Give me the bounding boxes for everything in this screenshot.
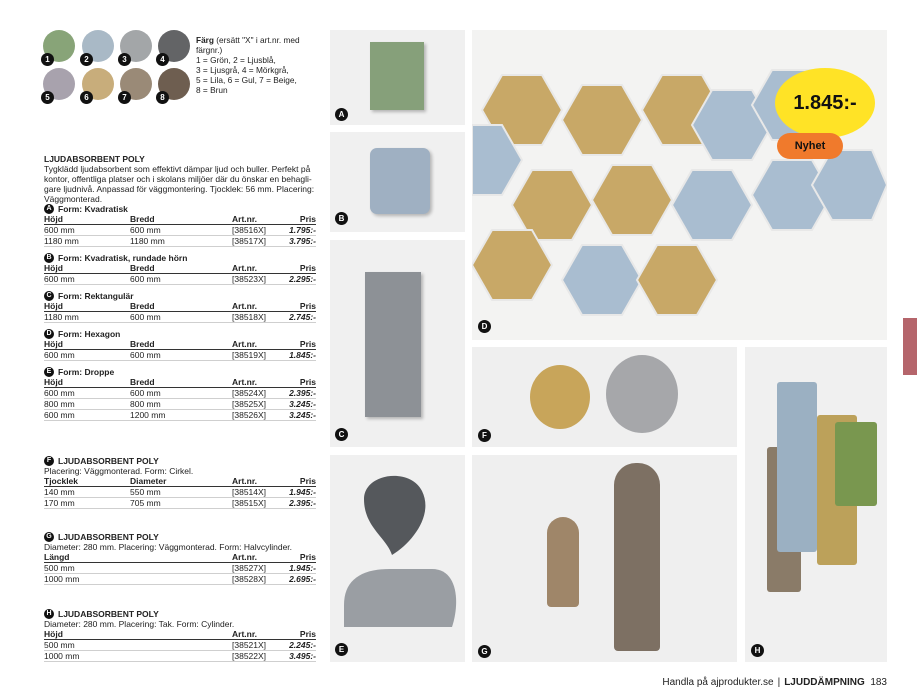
form-letter: D — [44, 329, 54, 339]
section-description: Diameter: 280 mm. Placering: Väggmonterad. Form: Halvcylinder. — [44, 542, 293, 552]
form-letter: H — [44, 609, 54, 619]
table-row: 1000 mm [38528X] 2.695:- — [44, 574, 316, 584]
swatch-green: 1 — [43, 30, 75, 62]
table-row: 600 mm 600 mm [38523X] 2.295:- — [44, 274, 316, 284]
page-footer: Handla på ajprodukter.se | LJUDDÄMPNING 183 — [662, 677, 887, 688]
swatch-beige: 7 — [120, 68, 152, 100]
form-a-heading: A Form: Kvadratisk — [44, 204, 316, 214]
form-d-table: Höjd Bredd Art.nr. Pris 600 mm 600 mm [38519X] 1.845:- — [44, 339, 316, 360]
image-label-h: H — [751, 644, 764, 657]
hexagon — [672, 170, 752, 240]
hexagon — [562, 85, 642, 155]
image-label-d: D — [478, 320, 491, 333]
table-row: 1000 mm [38522X] 3.495:- — [44, 651, 316, 661]
form-letter: A — [44, 204, 54, 214]
image-label-f: F — [478, 429, 491, 442]
grey-drop-shape — [344, 569, 456, 627]
grey-panel — [365, 272, 421, 417]
new-tag: Nyhet — [777, 133, 843, 159]
table-row: 1180 mm 1180 mm [38517X] 3.795:- — [44, 236, 316, 246]
chapter-tab — [903, 318, 917, 375]
green-cylinder — [835, 422, 877, 506]
description-line: gare ljudnivå. Anpassad för väggmontering. Tjocklek: 56 mm. Placering: — [44, 184, 315, 194]
form-b-heading: B Form: Kvadratisk, rundade hörn — [44, 253, 316, 263]
footer-site: Handla på ajprodukter.se — [662, 677, 774, 688]
description-line: Tygklädd ljudabsorbent som effektivt dämpar ljud och buller. Perfekt på — [44, 164, 311, 174]
footer-section: LJUDDÄMPNING — [784, 677, 865, 688]
section-description: Placering: Väggmonterad. Form: Cirkel. — [44, 466, 194, 476]
section-h — [44, 609, 316, 662]
yellow-circle-panel — [530, 365, 590, 429]
swatch-light-grey: 3 — [120, 30, 152, 62]
section-h-table: Höjd Art.nr. Pris 500 mm [38521X] 2.245:- 1000 mm [38522X] 3.495:- — [44, 629, 316, 661]
form-letter: E — [44, 367, 54, 377]
table-row: 600 mm 1200 mm [38526X] 3.245:- — [44, 410, 316, 420]
form-letter: F — [44, 456, 54, 466]
swatch-yellow: 6 — [82, 68, 114, 100]
table-row: 500 mm [38521X] 2.245:- — [44, 640, 316, 650]
form-a-table: Höjd Bredd Art.nr. Pris 600 mm 600 mm [38516X] 1.795:- 1180 mm 1180 mm [38517X] 3.795:- — [44, 214, 316, 246]
form-c-table: Höjd Bredd Art.nr. Pris 1180 mm 600 mm [38518X] 2.745:- — [44, 301, 316, 322]
image-h-ceiling-cylinders — [745, 347, 887, 662]
image-g-halfcylinder-panels — [472, 455, 737, 662]
page-number: 183 — [870, 677, 887, 688]
swatch-lilac: 5 — [43, 68, 75, 100]
table-row: 600 mm 600 mm [38516X] 1.795:- — [44, 225, 316, 235]
table-row: 600 mm 600 mm [38524X] 2.395:- — [44, 388, 316, 398]
form-e-heading: E Form: Droppe — [44, 367, 316, 377]
table-row: 140 mm 550 mm [38514X] 1.945:- — [44, 487, 316, 497]
price-badge: 1.845:- — [775, 68, 875, 138]
drop-shapes — [330, 455, 465, 662]
long-brown-halfcylinder — [614, 463, 660, 651]
form-c-heading: C Form: Rektangulär — [44, 291, 316, 301]
form-letter: C — [44, 291, 54, 301]
table-row: 600 mm 600 mm [38519X] 1.845:- — [44, 350, 316, 360]
short-beige-halfcylinder — [547, 517, 579, 607]
image-f-circle-panels — [472, 347, 737, 447]
color-legend: Färg (ersätt "X" i art.nr. med färgnr.) 1 = Grön, 2 = Ljusblå, 3 = Ljusgrå, 4 = Mörkgrå, 5 = Lila, 6 = Gul, 7 = Beige, 8 = Brun — [196, 35, 300, 95]
image-c-rectangle-panel — [330, 240, 465, 447]
image-label-a: A — [335, 108, 348, 121]
hexagon — [562, 245, 642, 315]
section-f-heading: F LJUDABSORBENT POLY — [44, 456, 316, 466]
main-product-section — [44, 154, 316, 421]
image-e-drop-panel — [330, 455, 465, 662]
image-label-e: E — [335, 643, 348, 656]
swatch-light-blue: 2 — [82, 30, 114, 62]
swatch-dark-grey: 4 — [158, 30, 190, 62]
table-row: 1180 mm 600 mm [38518X] 2.745:- — [44, 312, 316, 322]
grey-circle-panel — [606, 355, 678, 433]
hexagon — [637, 245, 717, 315]
table-row: 800 mm 800 mm [38525X] 3.245:- — [44, 399, 316, 409]
section-g-heading: G LJUDABSORBENT POLY — [44, 532, 316, 542]
section-f — [44, 456, 316, 509]
image-label-g: G — [478, 645, 491, 658]
section-g-table: Längd Art.nr. Pris 500 mm [38527X] 1.945:- 1000 mm [38528X] 2.695:- — [44, 552, 316, 584]
image-b-rounded-panel — [330, 132, 465, 232]
section-f-table: Tjocklek Diameter Art.nr. Pris 140 mm 550 mm [38514X] 1.945:- 170 mm 705 mm [38515X] 2.395:- — [44, 476, 316, 508]
table-row: 500 mm [38527X] 1.945:- — [44, 563, 316, 573]
form-e-table: Höjd Bredd Art.nr. Pris 600 mm 600 mm [38524X] 2.395:- 800 mm 800 mm [38525X] 3.245:- 600 mm 1200 mm [38526X] 3.245:- — [44, 377, 316, 420]
section-h-heading: H LJUDABSORBENT POLY — [44, 609, 316, 619]
green-panel — [370, 42, 424, 110]
swatch-brown: 8 — [158, 68, 190, 100]
form-letter: G — [44, 532, 54, 542]
form-d-heading: D Form: Hexagon — [44, 329, 316, 339]
image-label-b: B — [335, 212, 348, 225]
image-a-square-panel — [330, 30, 465, 125]
section-title: LJUDABSORBENT POLY — [44, 154, 145, 164]
description-line: kontor, offentliga platser och i skolans miljöer där du önskar en behagli- — [44, 174, 312, 184]
description-line: Väggmonterad. — [44, 194, 103, 204]
light-blue-panel — [370, 148, 430, 214]
hexagon — [592, 165, 672, 235]
dark-drop-shape — [364, 476, 425, 555]
section-description: Diameter: 280 mm. Placering: Tak. Form: Cylinder. — [44, 619, 235, 629]
image-label-c: C — [335, 428, 348, 441]
table-row: 170 mm 705 mm [38515X] 2.395:- — [44, 498, 316, 508]
form-letter: B — [44, 253, 54, 263]
section-g — [44, 532, 316, 585]
form-b-table: Höjd Bredd Art.nr. Pris 600 mm 600 mm [38523X] 2.295:- — [44, 263, 316, 284]
light-blue-cylinder — [777, 382, 817, 552]
